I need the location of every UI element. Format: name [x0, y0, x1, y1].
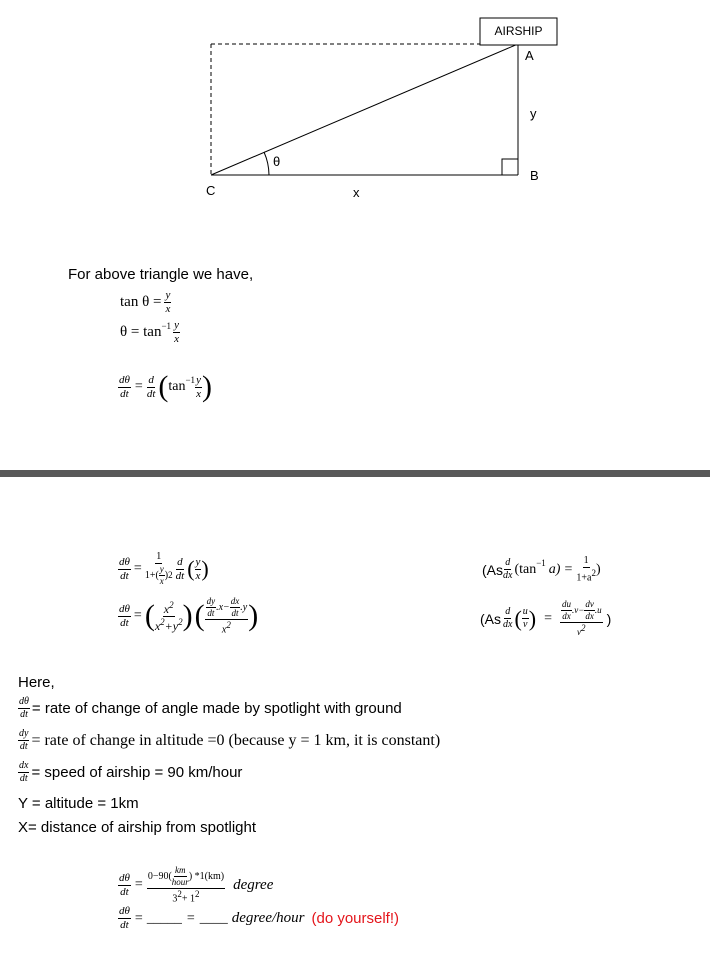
note1-exp: −1	[536, 557, 546, 568]
note-arctan-derivative	[482, 556, 601, 583]
eq2-exp: −1	[161, 320, 172, 331]
here-item1-text: = rate of change of angle made by spotlight with ground	[31, 700, 402, 717]
triangle-diagram	[0, 0, 710, 210]
eq5-dt: dt	[120, 616, 129, 629]
note2-v: v	[523, 619, 528, 630]
eq4-fraction	[145, 552, 173, 586]
here-item3-fraction	[18, 761, 29, 784]
note2-vsq: v	[577, 627, 582, 637]
note2-sq: 2	[581, 623, 586, 633]
final-dtheta-dt-2	[118, 906, 131, 931]
here-item-dtheta	[18, 697, 402, 720]
eq4-dtheta: dθ	[119, 555, 130, 568]
eq3-dt2: dt	[146, 387, 156, 400]
here-item1-num: dθ	[19, 696, 29, 707]
eq3-d-dt	[147, 375, 156, 400]
note2-d-dx	[503, 607, 512, 630]
note1-den: 1+a	[576, 572, 592, 584]
eq3-fraction	[195, 375, 202, 400]
here-item-dx	[18, 761, 242, 784]
side-y-label: y	[530, 106, 537, 121]
eq3-den: x	[196, 387, 201, 400]
eq3-exp: −1	[185, 375, 196, 385]
eq5-dx: dx	[230, 596, 240, 606]
hypotenuse	[211, 44, 518, 175]
note2-dx3: dx	[585, 611, 594, 621]
here-distance-line: X= distance of airship from spotlight	[18, 819, 257, 836]
note1-tan: (tan	[514, 561, 537, 577]
vertex-c-label: C	[206, 183, 216, 198]
eq5-first-fraction	[155, 601, 183, 632]
note1-close: )	[595, 561, 601, 577]
final-sq2: 2	[195, 889, 200, 899]
eq5-x: x	[154, 618, 161, 633]
final-blank-2: ____	[199, 910, 228, 926]
eq4-dtheta-dt	[118, 557, 131, 582]
note1-a: a)	[548, 561, 561, 577]
final-num-a: 0−90(	[147, 870, 172, 882]
final-equals: =	[134, 877, 143, 893]
note2-dv-dx	[584, 600, 595, 621]
note1-dx: dx	[503, 570, 513, 582]
note2-close: )	[606, 610, 612, 627]
section-divider	[0, 470, 710, 477]
final-unit-degree-hour: degree/hour	[231, 910, 305, 926]
note1-prefix: (As	[482, 561, 503, 578]
note2-u-over-v	[522, 607, 529, 630]
here-heading: Here,	[18, 674, 55, 691]
here-item3-num: dx	[19, 760, 29, 771]
final-dtheta-dt	[118, 873, 131, 898]
vertex-b-label: B	[530, 168, 539, 183]
eq5-x-mult: .x−	[216, 601, 230, 613]
note2-dx: dx	[503, 619, 513, 630]
note2-d: d	[505, 606, 511, 617]
here-item3-text: = speed of airship = 90 km/hour	[31, 764, 243, 781]
equation-expanded: $\frac{d\theta}{dt}$ = ( $\frac{x^2}{x^2+y^2}$ ) ( $\frac{dy}{dt}$ .x− $\frac{dx}{dt}$ .y $x^2$ )	[119, 596, 259, 636]
note2-dx2: dx	[562, 611, 571, 621]
angle-theta-label: θ	[273, 154, 281, 169]
eq4-x: x	[159, 576, 164, 586]
equation-derivative-1: $\frac{d\theta}{dt}$ = $\frac{d}{dt}$ ( tan $^{-1}$ $\frac{y}{x}$ )	[119, 370, 212, 403]
eq5-sq2: 2	[160, 616, 165, 627]
eq5-dt-a: dt	[207, 608, 215, 618]
eq3-equals: =	[134, 379, 143, 394]
eq3-dtheta-dt	[118, 375, 131, 400]
eq5-sq4: 2	[226, 620, 231, 630]
eq4-x2: x	[195, 569, 201, 582]
eq4-one-plus: 1+(	[144, 569, 159, 581]
eq2-lhs: θ = tan	[120, 324, 162, 340]
note2-u-mult: .u	[594, 605, 602, 615]
note1-d-dx	[503, 558, 512, 581]
final-equals-3: =	[186, 910, 195, 926]
eq5-sq1: 2	[169, 599, 174, 610]
final-km: km	[175, 865, 186, 875]
note1-sq: 2	[591, 568, 596, 578]
eq5-den-x: x	[221, 624, 227, 636]
eq5-dy: dy	[206, 596, 216, 606]
here-item-dy	[18, 729, 440, 752]
eq4-one: 1	[156, 551, 162, 562]
final-dt: dt	[120, 885, 129, 898]
note2-fraction	[560, 600, 603, 637]
eq5-dt-b: dt	[231, 608, 239, 618]
here-item2-num: dy	[19, 728, 29, 739]
note2-du: du	[562, 599, 572, 609]
equation-final-answer	[118, 906, 399, 931]
note1-equals: =	[564, 561, 573, 577]
side-x-label: x	[353, 185, 360, 200]
vertex-a-label: A	[525, 48, 534, 63]
note2-du-dx	[561, 600, 572, 621]
note2-u: u	[522, 606, 528, 617]
here-altitude-line: Y = altitude = 1km	[18, 795, 139, 812]
eq4-sq: 2	[168, 570, 173, 580]
eq4-dt2: dt	[175, 569, 185, 582]
here-item2-den: dt	[19, 741, 28, 752]
note1-one: 1	[583, 555, 589, 566]
final-den: 3	[172, 893, 178, 905]
eq5-dx-dt	[230, 597, 241, 618]
equation-chain-rule: $\frac{d\theta}{dt}$ = 1 1+( $\frac{y}{x}$ ) 2 $\frac{d}{dt}$ ( $\frac{y}{x}$ )	[119, 551, 209, 586]
equation-tan-theta	[120, 290, 171, 315]
eq3-tan: tan	[168, 379, 186, 394]
final-dt-2: dt	[120, 919, 129, 931]
eq2-fraction	[173, 320, 180, 345]
here-item1-den: dt	[20, 709, 28, 720]
here-item2-text: = rate of change in altitude =0 (because y = 1 km, it is constant)	[31, 731, 441, 749]
eq2-num: y	[174, 319, 179, 331]
eq4-y: y	[159, 564, 164, 574]
note1-d: d	[505, 557, 511, 569]
note-quotient-rule: (As $\frac{d}{dx}$ ( $\frac{u}{v}$ ) = $\frac{du}{dx}$ .v− $\frac{dv}{dx}$ .u $v^2$ )	[480, 599, 612, 637]
eq1-num: y	[165, 289, 171, 301]
eq4-y-over-x	[195, 557, 202, 582]
equation-theta	[120, 320, 180, 345]
eq4-d-dt	[176, 557, 185, 582]
eq5-plus-y: +y	[164, 618, 179, 633]
right-angle-mark	[502, 159, 518, 175]
eq5-dtheta: dθ	[119, 602, 130, 615]
eq5-second-fraction	[205, 597, 249, 635]
eq4-den: 1+( $\frac{y}{x}$ ) 2	[144, 564, 173, 586]
final-hour: hour	[171, 877, 189, 887]
note1-fraction	[576, 556, 596, 583]
note2-prefix: (As	[480, 610, 501, 627]
eq5-dtheta-dt	[118, 604, 131, 629]
here-item3-den: dt	[19, 773, 28, 784]
eq5-x2: x	[163, 601, 170, 616]
final-hint: (do yourself!)	[311, 910, 400, 927]
eq1-lhs: tan θ =	[120, 294, 162, 310]
final-sq1: 2	[177, 889, 182, 899]
eq3-dt: dt	[120, 387, 129, 400]
final-den-b: + 1	[181, 893, 196, 905]
final-equals-2: =	[134, 910, 143, 926]
final-km-hour	[172, 866, 189, 887]
eq3-d: d	[148, 373, 154, 386]
final-dtheta: dθ	[119, 871, 130, 884]
equation-final-substitution	[118, 866, 273, 904]
eq1-fraction	[164, 290, 171, 315]
airship-label: AIRSHIP	[494, 24, 543, 38]
eq4-y2: y	[195, 555, 201, 568]
here-item2-fraction	[18, 729, 29, 752]
final-blank-1: _____	[146, 910, 182, 926]
eq5-y-mult: .y	[240, 601, 248, 613]
eq5-sq3: 2	[178, 616, 183, 627]
final-fraction	[147, 866, 225, 904]
angle-arc	[264, 152, 269, 175]
eq5-dy-dt	[206, 597, 217, 618]
final-dtheta-2: dθ	[119, 905, 130, 917]
eq3-num: y	[196, 373, 201, 386]
intro-text: For above triangle we have,	[68, 266, 254, 283]
final-num-b: ) *1(km)	[188, 870, 225, 882]
note2-v-mult: .v−	[572, 605, 585, 615]
eq4-d: d	[177, 555, 183, 568]
eq4-dt: dt	[120, 569, 129, 582]
note2-equals: =	[544, 610, 553, 626]
final-unit-degree: degree	[233, 876, 274, 893]
eq3-dtheta: dθ	[119, 373, 130, 386]
eq1-den: x	[165, 303, 171, 315]
eq2-den: x	[174, 333, 179, 345]
here-item1-fraction	[18, 697, 30, 720]
note2-dv: dv	[585, 599, 594, 609]
